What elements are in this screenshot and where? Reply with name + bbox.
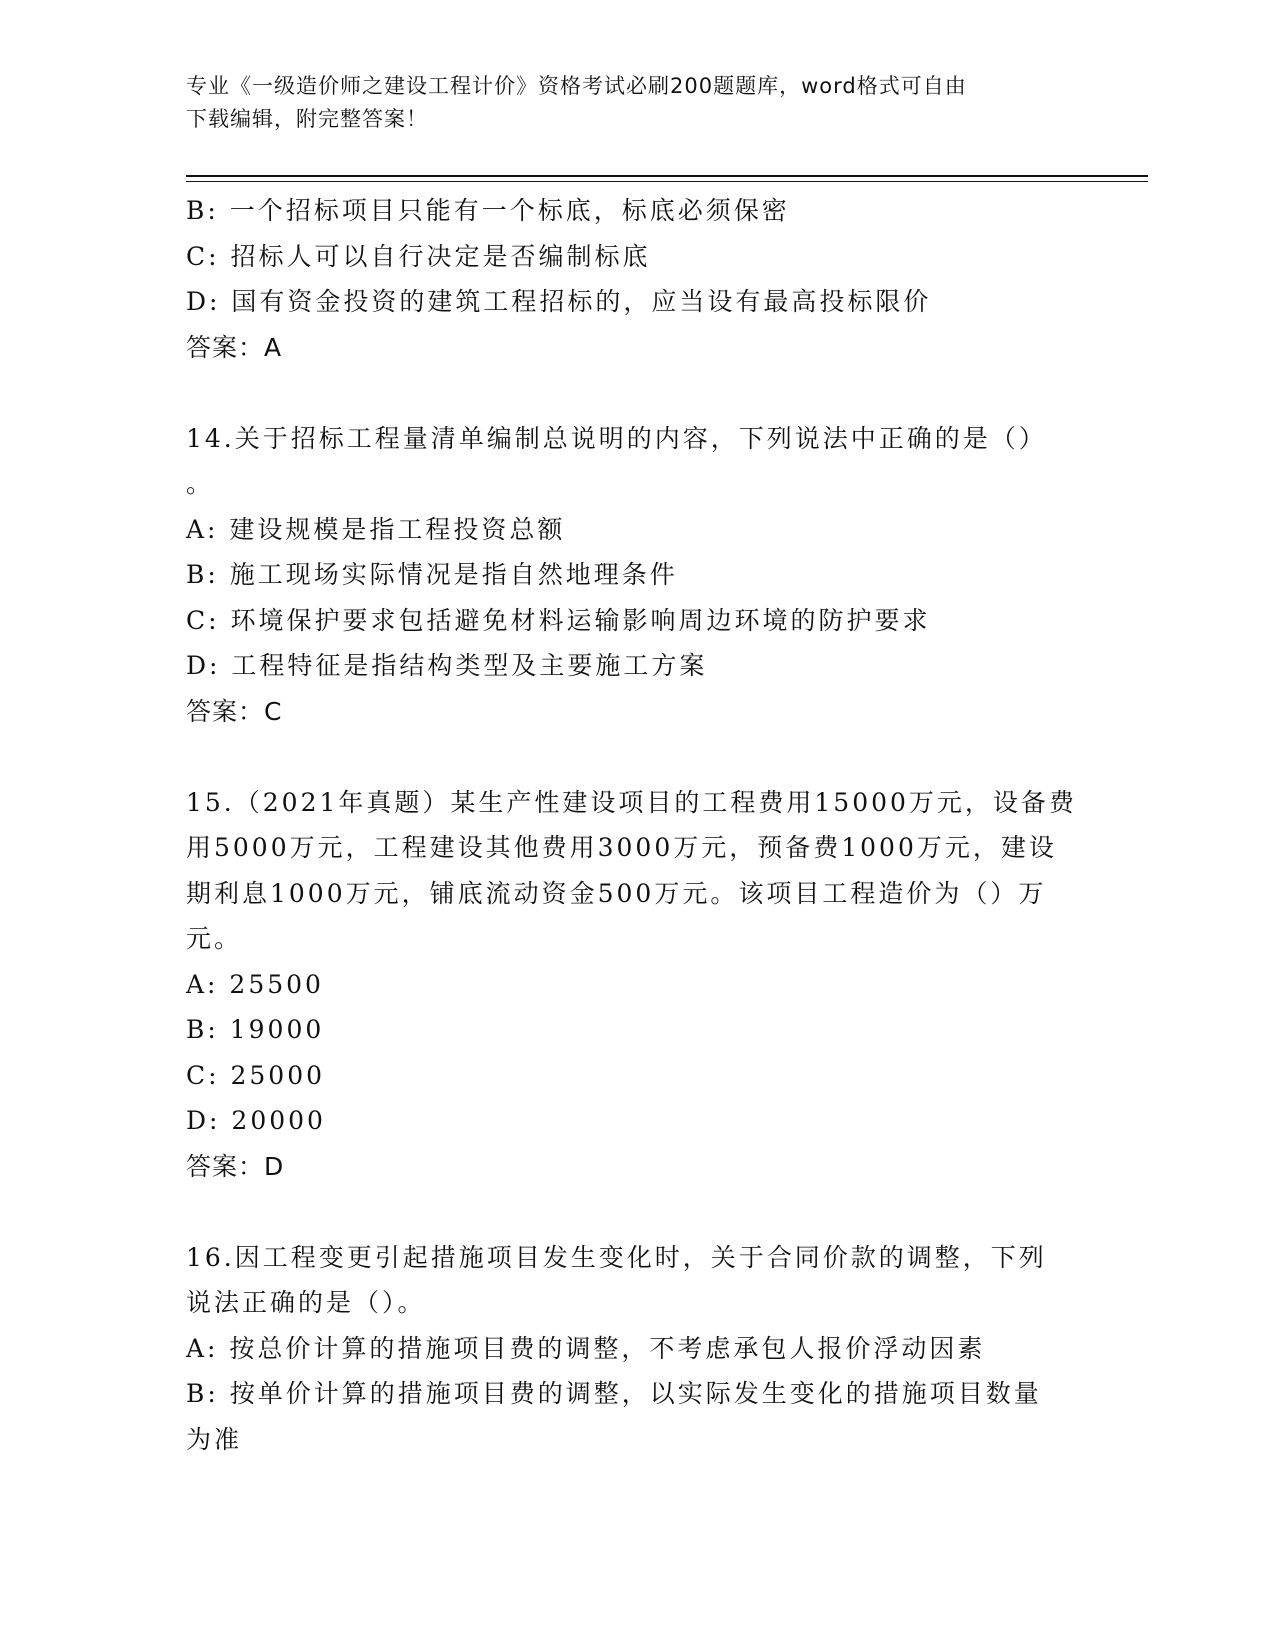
question-stem: 说法正确的是（）。 [186,1288,426,1317]
header-line-2: 下载编辑，附完整答案！ [186,107,428,131]
question-stem: 期利息1000万元，铺底流动资金500万元。该项目工程造价为（）万 [186,878,1047,908]
option-d: D: 20000 [186,1106,326,1135]
option-c: C: 25000 [186,1060,326,1090]
option-b: B: 19000 [186,1015,325,1044]
option-c: C: 招标人可以自行决定是否编制标底 [186,241,651,271]
question-13-tail [186,188,1086,370]
question-stem: 元。 [186,924,243,953]
header-line-1: 专业《一级造价师之建设工程计价》资格考试必刷200题题库，word格式可自由 [186,74,967,98]
option-d: D: 国有资金投资的建筑工程招标的，应当设有最高投标限价 [186,287,932,316]
blank-line [186,370,1086,416]
answer-line: 答案：A [186,332,283,362]
question-stem: 用5000万元，工程建设其他费用3000万元，预备费1000万元，建设 [186,833,1057,862]
option-d: D: 工程特征是指结构类型及主要施工方案 [186,651,708,680]
question-content [186,188,1086,1462]
option-a: A: 25500 [186,969,324,999]
header-divider-thick [186,175,1148,177]
question-14 [186,416,1086,735]
option-a: A: 建设规模是指工程投资总额 [186,514,566,544]
document-header [186,70,1086,136]
header-divider-thin [186,181,1148,182]
option-b: B: 施工现场实际情况是指自然地理条件 [186,560,678,589]
question-stem: 16.因工程变更引起措施项目发生变化时，关于合同价款的调整，下列 [186,1242,1047,1272]
blank-line [186,1189,1086,1235]
question-16 [186,1235,1086,1463]
blank-line [186,734,1086,780]
question-15 [186,780,1086,1190]
option-b-continuation: 为准 [186,1424,243,1454]
answer-line: 答案：D [186,1151,285,1181]
option-b: B: 一个招标项目只能有一个标底，标底必须保密 [186,196,790,225]
question-stem: 14.关于招标工程量清单编制总说明的内容，下列说法中正确的是（） [186,423,1047,453]
option-c: C: 环境保护要求包括避免材料运输影响周边环境的防护要求 [186,605,931,635]
question-stem: 。 [186,469,215,498]
question-stem: 15.（2021年真题）某生产性建设项目的工程费用15000万元，设备费 [186,787,1077,817]
option-a: A: 按总价计算的措施项目费的调整，不考虑承包人报价浮动因素 [186,1333,986,1363]
option-b: B: 按单价计算的措施项目费的调整，以实际发生变化的措施项目数量 [186,1379,1042,1408]
answer-line: 答案：C [186,696,283,726]
